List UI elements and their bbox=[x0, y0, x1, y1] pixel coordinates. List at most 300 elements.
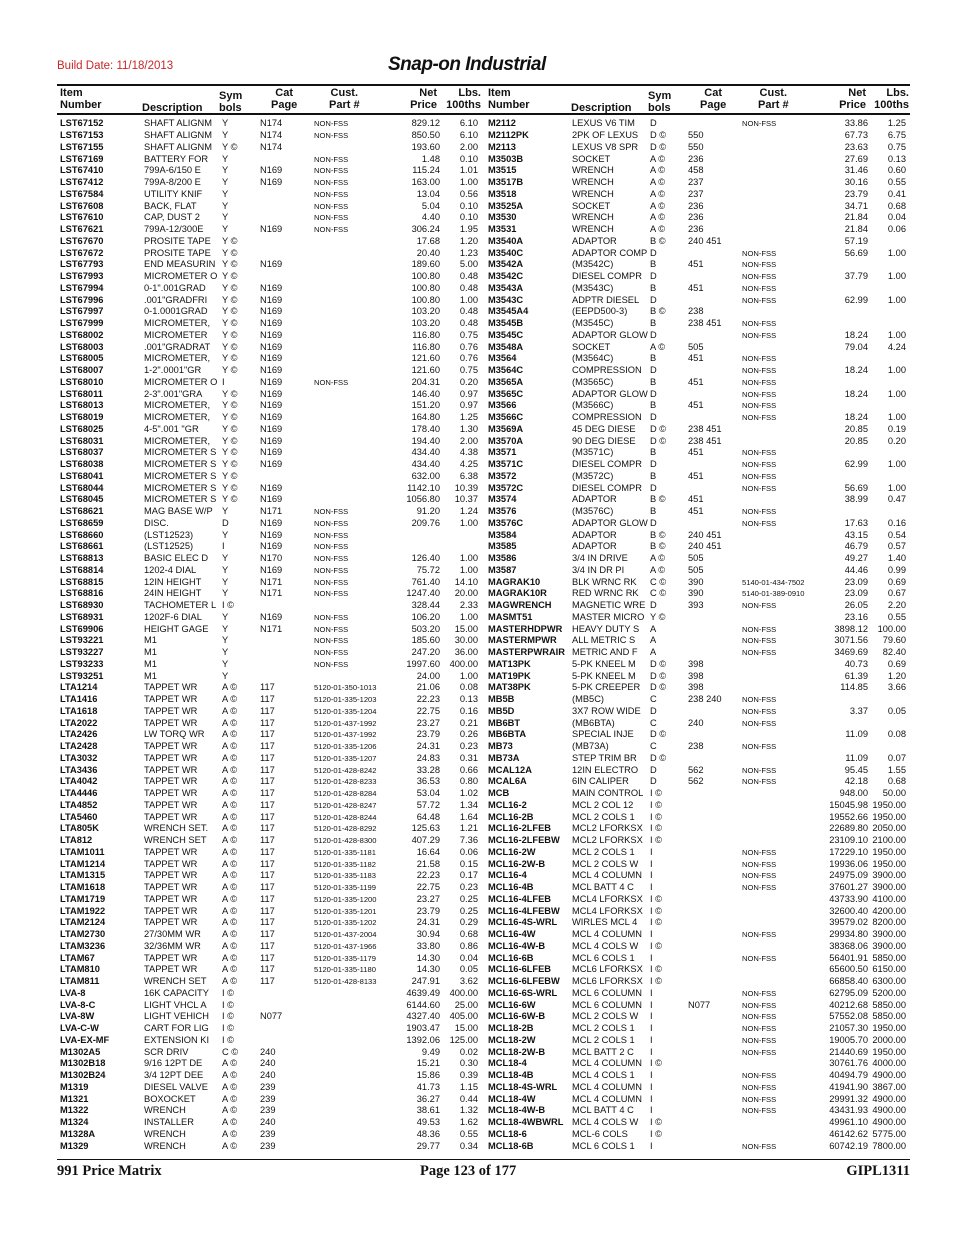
item-number: LST67152 bbox=[60, 118, 104, 129]
weight-lbs: 1.15 bbox=[459, 1081, 478, 1092]
table-row bbox=[488, 706, 906, 718]
net-price: 22.23 bbox=[416, 870, 440, 881]
cust-part bbox=[742, 753, 812, 765]
symbols: Y bbox=[222, 635, 229, 646]
cat-page: 550 bbox=[688, 141, 704, 152]
table-row bbox=[60, 976, 478, 988]
symbols: D bbox=[650, 118, 657, 129]
net-price: 46142.62 bbox=[829, 1128, 868, 1139]
cust-part: 5120-01-335-1182 bbox=[314, 859, 376, 869]
table-row bbox=[60, 847, 478, 859]
net-price: 4.40 bbox=[421, 212, 440, 223]
table-row bbox=[488, 612, 906, 624]
cust-part: NON-FSS bbox=[742, 119, 777, 129]
cust-part bbox=[314, 1023, 384, 1035]
symbols: I © bbox=[222, 1023, 235, 1034]
weight-lbs: 0.60 bbox=[887, 165, 906, 176]
cat-page: 451 bbox=[688, 494, 704, 505]
table-row bbox=[60, 917, 478, 929]
item-number: MB6BT bbox=[488, 717, 521, 728]
table-row bbox=[60, 905, 478, 917]
net-price: 178.40 bbox=[411, 423, 440, 434]
description: BATTERY FOR bbox=[144, 153, 209, 164]
net-price: 22.75 bbox=[416, 705, 440, 716]
net-price bbox=[812, 306, 868, 318]
net-price: 503.20 bbox=[411, 623, 440, 634]
cat-page bbox=[688, 729, 742, 741]
cust-part bbox=[314, 283, 384, 295]
weight-lbs: 0.86 bbox=[459, 940, 478, 951]
table-row bbox=[60, 1058, 478, 1070]
item-number: LVA-8 bbox=[60, 987, 86, 998]
table-row bbox=[60, 553, 478, 565]
cat-page: N171 bbox=[260, 506, 283, 517]
item-number: M3572 bbox=[488, 470, 517, 481]
weight-lbs: 0.25 bbox=[459, 905, 478, 916]
table-row bbox=[488, 165, 906, 177]
item-number: MCL16-6S-WRL bbox=[488, 987, 558, 998]
symbols: A © bbox=[650, 341, 666, 352]
cat-page bbox=[260, 600, 314, 612]
weight-lbs: 1950.00 bbox=[872, 799, 906, 810]
cust-part: NON-FSS bbox=[742, 471, 777, 481]
item-number: MAT19PK bbox=[488, 670, 531, 681]
symbols: A © bbox=[222, 694, 238, 705]
table-row bbox=[60, 341, 478, 353]
net-price: 38.61 bbox=[416, 1105, 440, 1116]
description: ADAPTOR bbox=[572, 494, 617, 505]
description: ADAPTOR GLOW bbox=[572, 517, 648, 528]
symbols: A © bbox=[222, 870, 238, 881]
item-number: M1302B18 bbox=[60, 1058, 106, 1069]
cat-page: 117 bbox=[260, 705, 275, 716]
table-row bbox=[60, 247, 478, 259]
net-price: 22689.80 bbox=[829, 823, 868, 834]
symbols: Y bbox=[222, 553, 229, 564]
cat-page: 117 bbox=[260, 752, 275, 763]
symbols: D © bbox=[650, 423, 667, 434]
symbols: A © bbox=[222, 729, 238, 740]
symbols: D © bbox=[650, 752, 667, 763]
weight-lbs bbox=[440, 541, 478, 553]
cust-part: 5120-01-428-8242 bbox=[314, 765, 377, 775]
weight-lbs: 1950.00 bbox=[872, 858, 906, 869]
symbols: D © bbox=[650, 682, 667, 693]
item-number: MAGRAK10 bbox=[488, 576, 541, 587]
table-row bbox=[488, 435, 906, 447]
item-number: LST68661 bbox=[60, 541, 104, 552]
table-row bbox=[488, 471, 906, 483]
weight-lbs bbox=[868, 259, 906, 271]
weight-lbs: 14.10 bbox=[454, 576, 478, 587]
symbols: I © bbox=[650, 893, 663, 904]
net-price: 209.76 bbox=[411, 517, 440, 528]
cat-page bbox=[688, 811, 742, 823]
cust-part bbox=[742, 811, 812, 823]
table-row bbox=[60, 858, 478, 870]
weight-lbs: 2.20 bbox=[887, 600, 906, 611]
net-price: 193.60 bbox=[411, 141, 440, 152]
weight-lbs: 0.44 bbox=[459, 1093, 478, 1104]
description: WRENCH bbox=[572, 224, 614, 235]
net-price: 407.29 bbox=[411, 835, 440, 846]
cat-page: N169 bbox=[260, 329, 283, 340]
net-price: 62.99 bbox=[844, 294, 868, 305]
symbols: Y © bbox=[222, 329, 238, 340]
item-number: LVA-C-W bbox=[60, 1023, 99, 1034]
cust-part: NON-FSS bbox=[742, 272, 777, 282]
hdr-desc-left: Description bbox=[142, 102, 203, 114]
item-number: LST68010 bbox=[60, 376, 104, 387]
symbols: B bbox=[650, 376, 657, 387]
item-number: LST68011 bbox=[60, 388, 103, 399]
cust-part: NON-FSS bbox=[314, 542, 349, 552]
symbols: C © bbox=[650, 588, 667, 599]
table-row bbox=[488, 259, 906, 271]
description: EXTENSION KI bbox=[144, 1034, 210, 1045]
net-price: 114.85 bbox=[840, 682, 868, 693]
net-price: 100.80 bbox=[411, 271, 440, 282]
cat-page bbox=[260, 212, 314, 224]
item-number: LST67621 bbox=[60, 224, 104, 235]
cat-page bbox=[260, 1023, 314, 1035]
symbols: Y © bbox=[222, 235, 238, 246]
table-row bbox=[488, 858, 906, 870]
description: PROSITE TAPE bbox=[144, 235, 211, 246]
symbols: Y © bbox=[222, 282, 238, 293]
table-row bbox=[60, 306, 478, 318]
cust-part bbox=[742, 236, 812, 248]
net-price: 1247.40 bbox=[406, 588, 440, 599]
table-row bbox=[488, 623, 906, 635]
weight-lbs: 0.10 bbox=[459, 212, 478, 223]
hdr-net-right: Net Price bbox=[839, 87, 866, 111]
item-number: M1319 bbox=[60, 1081, 89, 1092]
description: 9/16 12PT DE bbox=[144, 1058, 203, 1069]
table-row bbox=[60, 1011, 478, 1023]
description: WRENCH SET. bbox=[144, 823, 209, 834]
net-price: 21057.30 bbox=[829, 1023, 868, 1034]
weight-lbs: 1.02 bbox=[459, 788, 478, 799]
item-number: LTAM3236 bbox=[60, 940, 106, 951]
net-price: 434.40 bbox=[411, 459, 440, 470]
table-row bbox=[488, 600, 906, 612]
item-number: MCAL12A bbox=[488, 764, 532, 775]
symbols: A bbox=[650, 647, 657, 658]
description: BOXOCKET bbox=[144, 1093, 196, 1104]
table-row bbox=[488, 118, 906, 130]
cat-page: N171 bbox=[260, 576, 283, 587]
table-row bbox=[488, 506, 906, 518]
cust-part: 5120-01-335-1183 bbox=[314, 871, 376, 881]
table-row bbox=[488, 341, 906, 353]
item-number: M3545B bbox=[488, 318, 524, 329]
net-price: 19936.06 bbox=[829, 858, 868, 869]
cust-part bbox=[314, 400, 384, 412]
symbols: C bbox=[650, 717, 657, 728]
item-number: MB5B bbox=[488, 694, 515, 705]
weight-lbs: 1.64 bbox=[459, 811, 478, 822]
item-number: LVA-8W bbox=[60, 1011, 95, 1022]
cat-page bbox=[688, 905, 742, 917]
item-number: M3518 bbox=[488, 188, 517, 199]
cat-page: N169 bbox=[260, 318, 283, 329]
cat-page: 117 bbox=[260, 682, 275, 693]
table-row bbox=[488, 905, 906, 917]
table-row bbox=[60, 506, 478, 518]
table-row bbox=[488, 952, 906, 964]
description: TAPPET WR bbox=[144, 705, 198, 716]
weight-lbs: 4100.00 bbox=[872, 893, 906, 904]
weight-lbs: 0.57 bbox=[887, 541, 906, 552]
symbols: B bbox=[650, 506, 657, 517]
net-price: 17229.10 bbox=[829, 846, 868, 857]
cat-page: N169 bbox=[260, 541, 283, 552]
symbols: Y bbox=[222, 165, 229, 176]
weight-lbs: 0.31 bbox=[459, 752, 478, 763]
net-price bbox=[812, 259, 868, 271]
table-row bbox=[488, 741, 906, 753]
weight-lbs: 7.36 bbox=[459, 835, 478, 846]
cat-page: 236 bbox=[688, 200, 704, 211]
description: MCL 4 COLS 1 bbox=[572, 1070, 635, 1081]
weight-lbs: 0.75 bbox=[459, 329, 478, 340]
net-price bbox=[812, 741, 868, 753]
net-price: 31.46 bbox=[844, 165, 868, 176]
table-row bbox=[488, 1058, 906, 1070]
description: M1 bbox=[144, 647, 157, 658]
net-price: 5.04 bbox=[421, 200, 440, 211]
weight-lbs: 1.00 bbox=[887, 365, 906, 376]
item-number: LST68013 bbox=[60, 400, 104, 411]
table-row bbox=[488, 412, 906, 424]
hdr-item-right: Item Number bbox=[488, 87, 530, 111]
description: DIESEL VALVE bbox=[144, 1081, 208, 1092]
description: ADAPTOR COMP bbox=[572, 247, 648, 258]
weight-lbs: 8200.00 bbox=[872, 917, 906, 928]
symbols: I bbox=[650, 987, 653, 998]
cat-page: N169 bbox=[260, 447, 283, 458]
weight-lbs: 0.25 bbox=[459, 893, 478, 904]
item-number: LST67608 bbox=[60, 200, 104, 211]
item-number: M3576 bbox=[488, 506, 517, 517]
cust-part bbox=[314, 494, 384, 506]
cat-page bbox=[688, 753, 742, 765]
table-row bbox=[488, 1117, 906, 1129]
weight-lbs: 0.67 bbox=[887, 588, 906, 599]
weight-lbs: 1.00 bbox=[459, 517, 478, 528]
table-row bbox=[60, 682, 478, 694]
cust-part: 5120-01-335-1199 bbox=[314, 883, 376, 893]
symbols: A © bbox=[222, 1093, 238, 1104]
description: 6IN CALIPER bbox=[572, 776, 629, 787]
weight-lbs: 3900.00 bbox=[872, 940, 906, 951]
cust-part: NON-FSS bbox=[742, 1082, 777, 1092]
item-number: M3545A4 bbox=[488, 306, 529, 317]
item-number: MCB bbox=[488, 788, 510, 799]
table-row bbox=[60, 224, 478, 236]
net-price: 1142.10 bbox=[407, 482, 440, 493]
description: RED WRNC RK bbox=[572, 588, 639, 599]
description: ADAPTOR GLOW bbox=[572, 388, 648, 399]
cat-page: N169 bbox=[260, 459, 283, 470]
item-number: M3571 bbox=[488, 447, 517, 458]
weight-lbs: 20.00 bbox=[454, 588, 478, 599]
symbols: C bbox=[650, 694, 657, 705]
cat-page bbox=[688, 1129, 742, 1141]
table-row bbox=[488, 247, 906, 259]
net-price: 40212.68 bbox=[829, 999, 868, 1010]
table-row bbox=[488, 306, 906, 318]
table-row bbox=[488, 647, 906, 659]
weight-lbs bbox=[868, 741, 906, 753]
cust-part bbox=[314, 1082, 384, 1094]
item-number: LTA5460 bbox=[60, 811, 98, 822]
cust-part: 5140-01-434-7502 bbox=[742, 577, 805, 587]
cat-page: 117 bbox=[260, 870, 275, 881]
description: MCL 4 COLS W bbox=[572, 940, 639, 951]
cat-page bbox=[688, 388, 742, 400]
description: TAPPET WR bbox=[144, 764, 198, 775]
weight-lbs: 0.69 bbox=[887, 576, 906, 587]
cat-page bbox=[260, 471, 314, 483]
cust-part bbox=[742, 189, 812, 201]
cat-page: 117 bbox=[260, 846, 275, 857]
cust-part: 5120-01-428-8300 bbox=[314, 836, 377, 846]
cat-page: 117 bbox=[260, 694, 275, 705]
table-row bbox=[488, 870, 906, 882]
table-row bbox=[60, 424, 478, 436]
table-row bbox=[488, 1023, 906, 1035]
weight-lbs: 0.16 bbox=[459, 705, 478, 716]
cust-part: NON-FSS bbox=[742, 260, 777, 270]
table-row bbox=[60, 118, 478, 130]
cust-part: NON-FSS bbox=[742, 930, 777, 940]
symbols: I © bbox=[650, 788, 663, 799]
item-number: MASMT51 bbox=[488, 611, 533, 622]
cust-part: NON-FSS bbox=[314, 577, 349, 587]
symbols: Y bbox=[222, 564, 229, 575]
cust-part: 5120-01-428-8133 bbox=[314, 977, 377, 987]
cust-part: NON-FSS bbox=[742, 483, 777, 493]
cust-part bbox=[314, 353, 384, 365]
cat-page: N169 bbox=[260, 517, 283, 528]
cust-part bbox=[742, 682, 812, 694]
table-row bbox=[488, 694, 906, 706]
weight-lbs: 125.00 bbox=[449, 1034, 478, 1045]
table-row bbox=[488, 424, 906, 436]
cust-part: NON-FSS bbox=[314, 178, 349, 188]
cust-part: NON-FSS bbox=[742, 636, 777, 646]
weight-lbs: 2050.00 bbox=[872, 823, 906, 834]
weight-lbs: 5850.00 bbox=[872, 952, 906, 963]
description: TAPPET WR bbox=[144, 858, 198, 869]
table-row bbox=[488, 459, 906, 471]
table-row bbox=[488, 882, 906, 894]
symbols: I © bbox=[650, 940, 663, 951]
weight-lbs: 1.00 bbox=[459, 564, 478, 575]
symbols: Y bbox=[222, 224, 229, 235]
cust-part bbox=[742, 612, 812, 624]
cust-part: NON-FSS bbox=[742, 389, 777, 399]
item-number: MCL16-4W bbox=[488, 929, 536, 940]
table-row bbox=[488, 1105, 906, 1117]
weight-lbs: 0.99 bbox=[887, 564, 906, 575]
symbols: D © bbox=[650, 130, 667, 141]
net-price: 57552.08 bbox=[829, 1011, 868, 1022]
cat-page: 393 bbox=[688, 600, 704, 611]
cat-page: 505 bbox=[688, 553, 704, 564]
weight-lbs: 1.32 bbox=[459, 1105, 478, 1116]
weight-lbs: 0.80 bbox=[459, 776, 478, 787]
cust-part: 5120-01-335-1206 bbox=[314, 742, 377, 752]
item-number: LST67672 bbox=[60, 247, 104, 258]
item-number: M3525A bbox=[488, 200, 524, 211]
cust-part: NON-FSS bbox=[742, 859, 777, 869]
net-price: 850.50 bbox=[411, 130, 440, 141]
net-price: 121.60 bbox=[411, 353, 440, 364]
net-price: 40494.79 bbox=[829, 1070, 868, 1081]
item-number: M3543C bbox=[488, 294, 524, 305]
item-number: M1329 bbox=[60, 1140, 89, 1151]
description: WRENCH SET bbox=[144, 976, 207, 987]
cust-part bbox=[314, 482, 384, 494]
table-row bbox=[60, 365, 478, 377]
cust-part: NON-FSS bbox=[314, 612, 349, 622]
weight-lbs: 0.54 bbox=[887, 529, 906, 540]
cust-part bbox=[314, 236, 384, 248]
net-price: 43431.93 bbox=[829, 1105, 868, 1116]
cust-part: NON-FSS bbox=[314, 166, 349, 176]
description: 3/4 IN DR PI bbox=[572, 564, 625, 575]
description: METRIC AND F bbox=[572, 647, 638, 658]
cust-part: NON-FSS bbox=[742, 1141, 777, 1151]
cust-part bbox=[742, 224, 812, 236]
cust-part bbox=[314, 341, 384, 353]
item-number: MCL16-6LFEBW bbox=[488, 976, 560, 987]
item-number: MCL16-6B bbox=[488, 952, 534, 963]
weight-lbs: 50.00 bbox=[882, 788, 906, 799]
cust-part bbox=[742, 729, 812, 741]
cat-page: N169 bbox=[260, 412, 283, 423]
cust-part: NON-FSS bbox=[742, 988, 777, 998]
cat-page bbox=[688, 647, 742, 659]
item-number: M3565C bbox=[488, 388, 524, 399]
weight-lbs: 6.38 bbox=[459, 470, 478, 481]
table-row bbox=[60, 729, 478, 741]
net-price: 11.09 bbox=[845, 729, 868, 740]
cat-page bbox=[688, 118, 742, 130]
price-table-left bbox=[60, 118, 478, 1152]
cust-part bbox=[314, 306, 384, 318]
item-number: LST68005 bbox=[60, 353, 104, 364]
weight-lbs: 0.30 bbox=[459, 1058, 478, 1069]
symbols: B bbox=[650, 353, 657, 364]
symbols: D bbox=[650, 294, 657, 305]
weight-lbs: 1.25 bbox=[459, 412, 478, 423]
cust-part: NON-FSS bbox=[742, 518, 777, 528]
table-row bbox=[488, 764, 906, 776]
item-number: MCL16-2B bbox=[488, 811, 534, 822]
description: MCL BATT 2 C bbox=[572, 1046, 634, 1057]
cust-part bbox=[314, 365, 384, 377]
item-number: LST67996 bbox=[60, 294, 104, 305]
symbols: A © bbox=[222, 1140, 238, 1151]
table-row bbox=[60, 717, 478, 729]
net-price bbox=[812, 471, 868, 483]
symbols: Y bbox=[222, 611, 229, 622]
table-row bbox=[60, 294, 478, 306]
